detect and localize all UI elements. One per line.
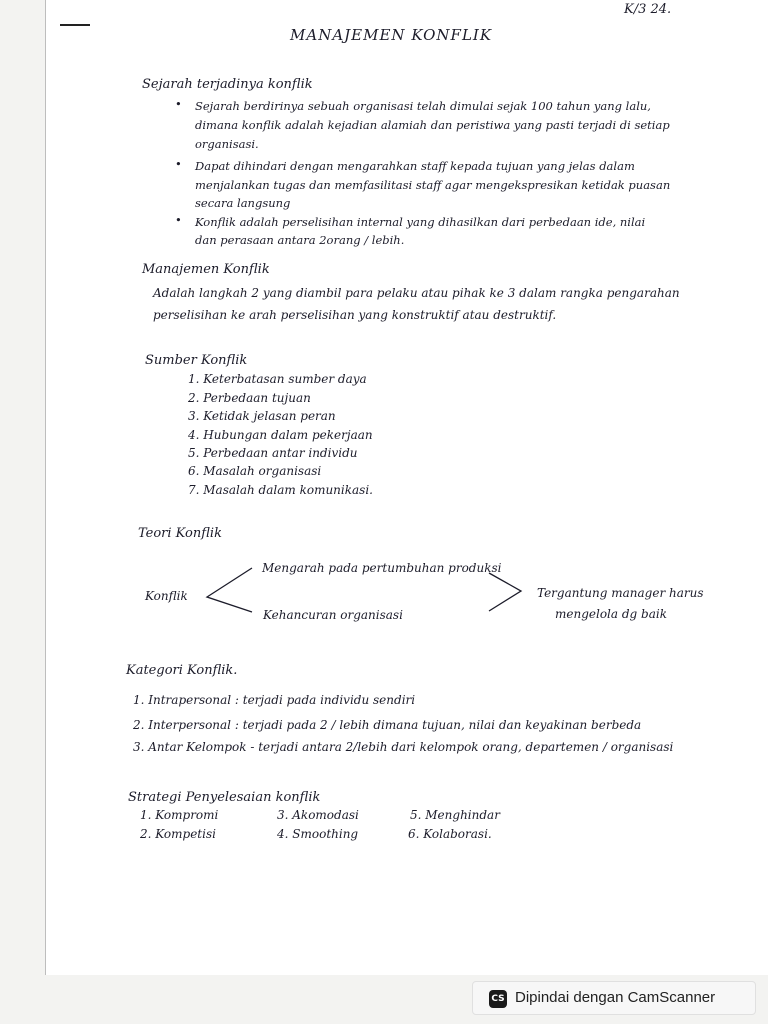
sejarah-bullet-3-line-2: dan perasaan antara 2orang / lebih. [195, 233, 405, 247]
sumber-item-5: 5. Perbedaan antar individu [188, 446, 358, 460]
kategori-item-1: 1. Intrapersonal : terjadi pada individu sendiri [133, 693, 416, 707]
strategi-item-6: 6. Kolaborasi. [408, 827, 492, 841]
teori-heading: Teori Konflik [138, 526, 222, 541]
sumber-item-2: 2. Perbedaan tujuan [188, 391, 311, 405]
kategori-item-3: 3. Antar Kelompok - terjadi antara 2/lebih dari kelompok orang, departemen / organisasi [133, 740, 674, 754]
strategi-item-5: 5. Menghindar [410, 808, 500, 822]
manajemen-line-2: perselisihan ke arah perselisihan yang konstruktif atau destruktif. [153, 308, 557, 322]
manajemen-heading: Manajemen Konflik [142, 262, 270, 277]
teori-lower-branch: Kehancuran organisasi [263, 608, 403, 622]
sumber-item-6: 6. Masalah organisasi [188, 464, 322, 478]
sejarah-bullet-1-line-3: organisasi. [195, 137, 259, 151]
sejarah-bullet-2-line-2: menjalankan tugas dan memfasilitasi staff agar mengekspresikan ketidak puasan [195, 178, 671, 192]
camscanner-text: Dipindai dengan CamScanner [515, 989, 716, 1006]
kategori-item-2: 2. Interpersonal : terjadi pada 2 / lebih dimana tujuan, nilai dan keyakinan berbeda [133, 718, 642, 732]
strategi-item-1: 1. Kompromi [140, 808, 219, 822]
page-title: MANAJEMEN KONFLIK [290, 26, 493, 44]
teori-upper-branch: Mengarah pada pertumbuhan produksi [262, 561, 502, 575]
bullet-dot: • [175, 213, 182, 227]
camscanner-logo-icon: CS [489, 990, 507, 1008]
kategori-heading: Kategori Konflik. [126, 663, 238, 678]
sejarah-bullet-3-line-1: Konflik adalah perselisihan internal yang dihasilkan dari perbedaan ide, nilai [195, 215, 646, 229]
sejarah-bullet-2-line-3: secara langsung [195, 196, 291, 210]
bullet-dot: • [175, 97, 182, 111]
date-note: K/3 24. [624, 2, 672, 17]
strategi-heading: Strategi Penyelesaian konflik [128, 790, 321, 805]
strategi-item-4: 4. Smoothing [277, 827, 359, 841]
sumber-item-3: 3. Ketidak jelasan peran [188, 409, 336, 423]
sejarah-heading: Sejarah terjadinya konflik [142, 77, 313, 92]
teori-konflik: Konflik [145, 589, 188, 603]
sejarah-bullet-2-line-1: Dapat dihindari dengan mengarahkan staff kepada tujuan yang jelas dalam [195, 159, 635, 173]
manajemen-line-1: Adalah langkah 2 yang diambil para pelaku atau pihak ke 3 dalam rangka pengarahan [153, 286, 680, 300]
sejarah-bullet-1-line-1: Sejarah berdirinya sebuah organisasi telah dimulai sejak 100 tahun yang lalu, [195, 99, 651, 113]
strategi-item-2: 2. Kompetisi [140, 827, 216, 841]
sumber-item-1: 1. Keterbatasan sumber daya [188, 372, 367, 386]
sumber-heading: Sumber Konflik [145, 353, 248, 368]
teori-result-line-1: Tergantung manager harus [537, 586, 704, 600]
strategi-item-3: 3. Akomodasi [277, 808, 359, 822]
sumber-item-7: 7. Masalah dalam komunikasi. [188, 483, 373, 497]
teori-result-line-2: mengelola dg baik [555, 607, 667, 621]
sumber-item-4: 4. Hubungan dalam pekerjaan [188, 428, 373, 442]
camscanner-watermark [472, 981, 756, 1015]
sejarah-bullet-1-line-2: dimana konflik adalah kejadian alamiah dan peristiwa yang pasti terjadi di setiap [195, 118, 670, 132]
bullet-dot: • [175, 157, 182, 171]
